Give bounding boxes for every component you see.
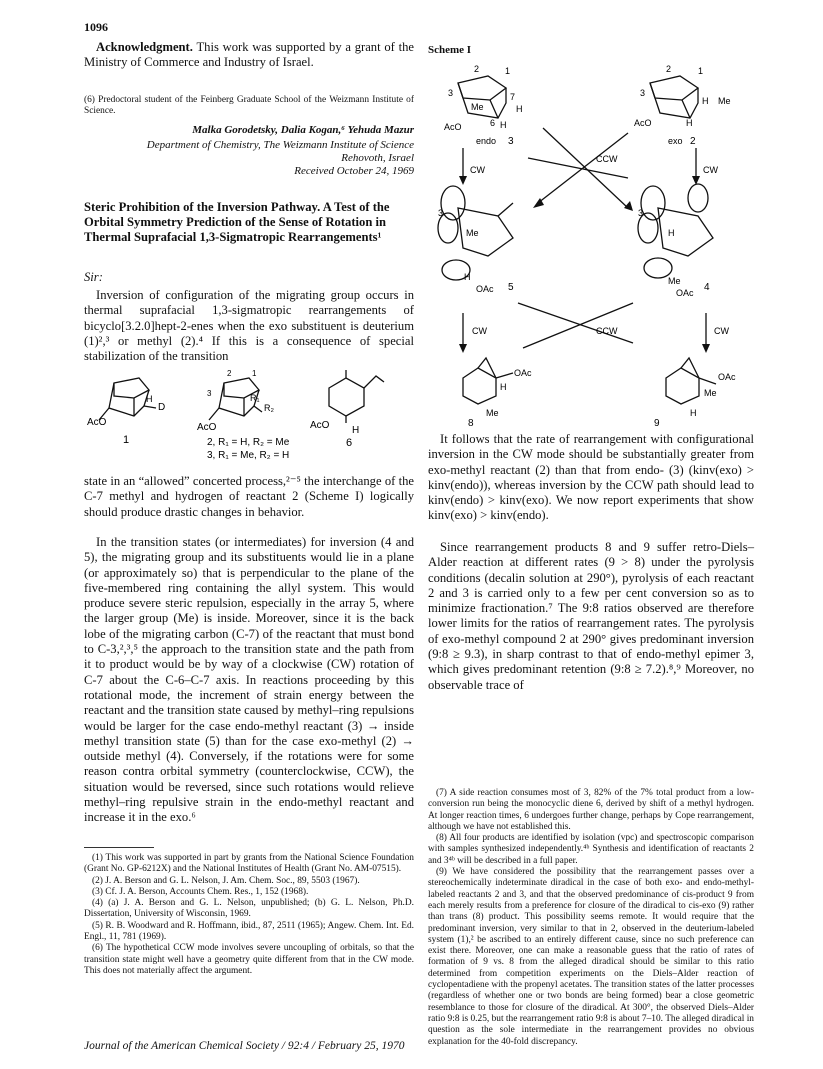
ack-heading: Acknowledgment. [96, 40, 193, 54]
scheme-me-9: Me [704, 388, 717, 398]
scheme-ccw-top: CCW [596, 154, 618, 164]
scheme-h-ts5: H [464, 272, 471, 282]
aco-label-6: AcO [310, 420, 330, 431]
paragraph-3 [84, 535, 414, 826]
footnote-6: (6) The hypothetical CCW mode involves severe uncoupling of orbitals, so that the transition state might well have a geometry quite different from that in the CW mode. This does not materially affect the argument. [84, 943, 414, 976]
scheme-c3-endo: 3 [448, 88, 454, 98]
scheme-number-3: 3 [508, 136, 514, 147]
scheme-me-ts5: Me [466, 228, 479, 238]
scheme-me-8: Me [486, 408, 499, 418]
r2-label: R₂ [264, 403, 274, 413]
footnote-1: (1) This work was supported in part by grants from the National Science Foundation (Grant No. GP-6212X) and the National Institutes of Health (Grant No. AM-07515). [84, 853, 414, 875]
scheme-c1-endo: 1 [505, 66, 511, 76]
paragraph-3-text: In the transition states (or intermediates) for inversion (4 and 5), the migrating group and its substituents would lie in a plane (or approximately so) that is perpendicular to the plane of the five-membered ring containing the allyl system. This would produce severe steric repulsion, especially in the array 5, where the larger group (Me) is inside. Moreover, since it is the back lobe of the migrating carbon (C-7) of the reactant that must bond to C-3,²,³,⁵ the approach to the transition state and the path from it to product would be by way of a clockwise (CW) rotation of C-7 about the C-6–C-7 axis. In reactions proceeding by this rotational mode, the increment of strain energy between the reactant and the transition state caused by methyl–ring repulsions would be larger for the case endo-methyl reactant (3) → inside methyl transition state (5) than for the case exo-methyl (2) → outside methyl (4). Conversely, if the rotations were for some reason contra orbital symmetry (counterclockwise, CCW), the situation would be reversed, since such rotations would relieve methyl–ring repulsive strain in the endo-methyl reactant and increase it in the exo.⁶ [84, 535, 414, 825]
scheme-h-endo: H [516, 104, 523, 114]
scheme-cw-top-left: CW [470, 165, 485, 175]
scheme-c3-ts5: 3 [438, 208, 444, 218]
scheme-aco-endo: AcO [444, 122, 462, 132]
scheme-number-4: 4 [704, 282, 710, 293]
paragraph-4-text: It follows that the rate of rearrangement with configurational inversion in the CW mode should be substantially greater from exo-methyl reactant (2) than that from endo- (3) (kinv(exo) > kinv(endo)), whereas inversion by the CCW path should lead to kinv(endo) > kinv(exo). We now report experiments that show kinv(exo) > kinv(endo). [428, 432, 754, 523]
scheme-c6-endo: 6 [490, 118, 496, 128]
prev-authors: Malka Gorodetsky, Dalia Kogan,⁶ Yehuda Mazur [192, 124, 414, 136]
aco-label-2: AcO [197, 422, 217, 433]
scheme-me-exo: Me [718, 96, 731, 106]
scheme-oac-9: OAc [718, 372, 736, 382]
scheme-h2-exo: H [686, 118, 693, 128]
h-label-6: H [352, 425, 360, 436]
ack-text: This work was supported by a grant of the Ministry of Commerce and Industry of Israel. [84, 40, 415, 70]
page-number: 1096 [84, 20, 108, 34]
article-title: Steric Prohibition of the Inversion Pathway. A Test of the Orbital Symmetry Prediction of the Sense of Rotation in Thermal Suprafacial 1,3-Sigmatropic Rearrangements¹ [84, 200, 390, 244]
scheme-me-ts4: Me [668, 276, 681, 286]
footnote-9: (9) We have considered the possibility that the rearrangement passes over a stereochemically indeterminate diradical in the case of both exo- and endo-methyl-labeled reactants 2 and 3, and that the observed predominance of cis-product 9 from each merely results from a preference for closure of the diradical to cis-exo (9) rather than trans (8) product. This possibility seems remote. It would require that the predominant inversion, very similar to that in 2, observed in the deuterium-labeled system (1),² be ascribed to an entirely different cause, since no such preference can exist there. Moreover, one can make a reasonable guess that the ratio of rates of formation of 9 vs. 8 from the alleged diradical should be similar to this ratio determined from competition experiments on the Diels–Alder reaction of cyclopentadiene with the propenyl acetates. The transition states of the latter processes (regardless of whether one or two bonds are being formed) bear a close geometric resemblance to those for closure of the diradical. At 300°, the observed Diels–Alder ratio 9:8 is 0.25, but the rearrangement ratio 9:8 is about 7–10. The alleged diradical in question as the sole intermediate in the rearrangement provides no obvious explanation for the 40-fold discrepancy. [428, 867, 754, 1047]
paragraph-5-text: Since rearrangement products 8 and 9 suffer retro-Diels–Alder reaction at different rates (9 > 8) under the pyrolysis conditions (decalin solution at 290°), pyrolysis of each reactant 2 and 3 is carried only to a few per cent conversion so as to minimize fractionation.⁷ The 9:8 ratios observed are therefore lower limits for the ratios of rearrangement rates. The pyrolysis of exo-methyl compound 2 at 290° gives predominant inversion (9:8 ≥ 9.3), in sharp contrast to that of endo-methyl epimer 3, which gives predominant retention (9:8 ≥ 7.2).⁸,⁹ Moreover, no observable trace of [428, 540, 754, 692]
prev-address: Department of Chemistry, The Weizmann Institute of Science [146, 139, 414, 151]
footnotes-right [428, 788, 754, 1048]
scheme-ccw-mid: CCW [596, 326, 618, 336]
paragraph-2 [84, 474, 414, 520]
footnote-2: (2) J. A. Berson and G. L. Nelson, J. Am. Chem. Soc., 89, 5503 (1967). [92, 875, 360, 886]
footnote-rule-left [84, 847, 154, 848]
scheme-cw-mid-left: CW [472, 326, 487, 336]
footnotes-left [84, 853, 414, 977]
acknowledgment [84, 40, 414, 71]
c2-label: 2 [227, 369, 232, 378]
footnote-5: (5) R. B. Woodward and R. Hoffmann, ibid., 87, 2511 (1965); Angew. Chem. Int. Ed. Engl., 11, 781 (1969). [84, 920, 414, 943]
scheme-oac-ts4: OAc [676, 288, 694, 298]
scheme-c3-ts4: 3 [638, 208, 644, 218]
salutation: Sir: [84, 270, 103, 284]
paragraph-1 [84, 288, 414, 364]
scheme-number-8: 8 [468, 418, 474, 429]
footnote-4: (4) (a) J. A. Berson and G. L. Nelson, unpublished; (b) G. L. Nelson, Ph.D. Dissertation, University of Wisconsin, 1969. [84, 898, 414, 920]
structure-2-caption: 2, R₁ = H, R₂ = Me [207, 437, 290, 448]
scheme-c3-exo: 3 [640, 88, 646, 98]
scheme-oac-ts5: OAc [476, 284, 494, 294]
structure-number-1: 1 [123, 434, 130, 446]
scheme-h-ts4: H [668, 228, 675, 238]
scheme-1-diagram [428, 58, 754, 430]
aco-label-1: AcO [87, 417, 107, 428]
footnote-7: (7) A side reaction consumes most of 3, 82% of the 7% total product from a low-conversion run being the monocyclic diene 6, derived by shift of a methyl hydrogen. At longer reaction times, 6 undergoes further change, perhaps by Cope rearrangement, although we have not established this. [428, 788, 754, 832]
structure-3-caption: 3, R₁ = Me, R₂ = H [207, 450, 290, 461]
c3-label: 3 [207, 389, 212, 398]
prev-city: Rehovoth, Israel [341, 152, 414, 164]
prev-received: Received October 24, 1969 [294, 165, 414, 177]
paragraph-4 [428, 432, 754, 524]
structure-number-6: 6 [346, 437, 353, 449]
structures-1-2-3-6 [84, 368, 414, 468]
scheme-oac-8: OAc [514, 368, 532, 378]
scheme-h2-endo: H [500, 120, 507, 130]
scheme-aco-exo: AcO [634, 118, 652, 128]
r1-label: R₁ [250, 393, 260, 403]
scheme-title: Scheme I [428, 44, 472, 56]
scheme-c7-endo: 7 [510, 92, 516, 102]
paragraph-5 [428, 540, 754, 693]
scheme-c2-exo: 2 [666, 64, 672, 74]
scheme-h-exo: H [702, 96, 709, 106]
scheme-number-2: 2 [690, 136, 696, 147]
paragraph-2-text: state in an “allowed” concerted process,²⁻⁵ the interchange of the C-7 methyl and hydrogen of reactant 2 (Scheme I) logically should produce drastic changes in behavior. [84, 474, 414, 519]
scheme-cw-mid-right: CW [714, 326, 729, 336]
d-label-1: D [158, 402, 166, 413]
h-label-1: H [146, 394, 153, 404]
journal-footer: Journal of the American Chemical Society / 92:4 / February 25, 1970 [84, 1040, 405, 1052]
footnote-3: (3) Cf. J. A. Berson, Accounts Chem. Res., 1, 152 (1968). [92, 886, 309, 897]
scheme-c2-endo: 2 [474, 64, 480, 74]
scheme-c1-exo: 1 [698, 66, 704, 76]
scheme-me-endo: Me [471, 102, 484, 112]
scheme-h-9: H [690, 408, 697, 418]
paragraph-1-text: Inversion of configuration of the migrating group occurs in thermal suprafacial 1,3-sigmatropic rearrangements of bicyclo[3.2.0]hept-2-enes when the exo substituent is deuterium (1)²,³ or methyl (2).⁴ If this is a consequence of special stabilization of the transition [84, 288, 414, 364]
prev-footnote: (6) Predoctoral student of the Feinberg Graduate School of the Weizmann Institute of Science. [84, 95, 414, 117]
footnote-8: (8) All four products are identified by isolation (vpc) and spectroscopic comparison with samples synthesized independently.⁴ᵇ Synthesis and identification of reactants 2 and 3⁴ᵇ will be described in a full paper. [428, 833, 754, 866]
scheme-endo-label: endo [476, 136, 497, 146]
scheme-h-8: H [500, 382, 507, 392]
scheme-cw-top-right: CW [703, 165, 718, 175]
scheme-number-5: 5 [508, 282, 514, 293]
c1-label: 1 [252, 369, 257, 378]
scheme-exo-label: exo [668, 136, 683, 146]
scheme-number-9: 9 [654, 418, 660, 429]
